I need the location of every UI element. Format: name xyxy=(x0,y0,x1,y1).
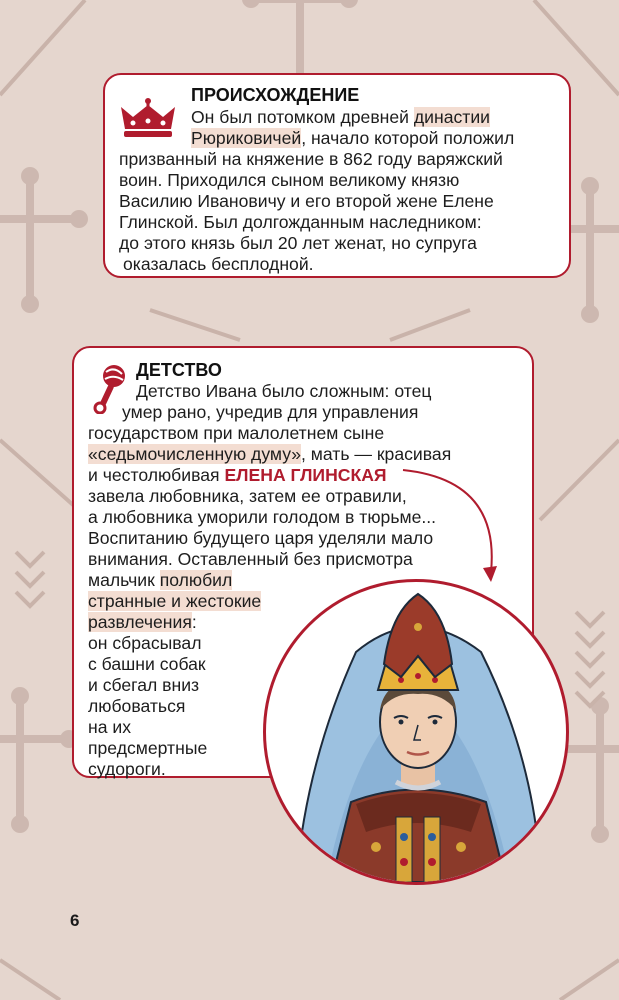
highlighted-term: странные и жестокие xyxy=(88,591,262,611)
text-line xyxy=(88,633,201,654)
page-number: 6 xyxy=(70,911,80,930)
text-span: с башни собак xyxy=(88,654,206,674)
text-span: до этого князь был 20 лет женат, но супруга xyxy=(119,233,477,253)
text-line xyxy=(119,149,503,170)
text-span: предсмертные xyxy=(88,738,208,758)
text-span: Василию Ивановичу и его второй жене Елене xyxy=(119,191,494,211)
text-line xyxy=(88,759,166,780)
text-line xyxy=(88,465,387,486)
text-span: а любовника уморили голодом в тюрьме... xyxy=(88,507,437,527)
text-line xyxy=(88,612,197,633)
highlighted-term: развлечения xyxy=(88,612,192,632)
text-span: завела любовника, затем ее отравили, xyxy=(88,486,407,506)
childhood-title: ДЕТСТВО xyxy=(136,360,222,380)
text-line xyxy=(191,107,490,128)
highlighted-term: династии xyxy=(413,107,491,127)
text-line xyxy=(88,675,199,696)
elena-glinskaya-portrait xyxy=(263,579,569,885)
text-span: на их xyxy=(88,717,132,737)
text-span: внимания. Оставленный без присмотра xyxy=(88,549,413,569)
text-span: судороги. xyxy=(88,759,166,779)
text-line xyxy=(119,212,482,233)
text-line xyxy=(88,549,413,570)
origin-card xyxy=(103,73,571,278)
text-span: : xyxy=(191,612,197,632)
text-span: Воспитанию будущего царя уделяли мало xyxy=(88,528,434,548)
text-line xyxy=(119,191,494,212)
text-line xyxy=(88,738,207,759)
text-line xyxy=(88,696,185,717)
text-line xyxy=(136,381,431,402)
text-span: Он был потомком древней xyxy=(191,107,414,127)
origin-title: ПРОИСХОЖДЕНИЕ xyxy=(191,85,360,105)
arrow-icon xyxy=(395,460,505,590)
highlighted-term: «седьмочисленную думу» xyxy=(88,444,301,464)
text-span: Детство Ивана было сложным: отец xyxy=(136,381,432,401)
text-span: воин. Приходился сыном великому князю xyxy=(119,170,460,190)
text-line xyxy=(88,528,433,549)
text-line xyxy=(88,423,384,444)
text-line xyxy=(123,254,314,275)
text-line xyxy=(122,402,418,423)
text-span: он сбрасывал xyxy=(88,633,202,653)
text-line xyxy=(88,717,131,738)
text-line xyxy=(119,233,477,254)
text-line xyxy=(191,128,514,149)
text-line xyxy=(88,591,261,612)
text-span: , мать — красивая xyxy=(301,444,452,464)
text-span: и сбегал вниз xyxy=(88,675,200,695)
text-span: любоваться xyxy=(88,696,186,716)
text-span: Глинской. Был долгожданным наследником: xyxy=(119,212,482,232)
text-line xyxy=(88,654,206,675)
text-line xyxy=(88,570,232,591)
text-span: и честолюбивая xyxy=(88,465,225,485)
text-span: государством при малолетнем сыне xyxy=(88,423,385,443)
text-line xyxy=(119,170,459,191)
text-span: мальчик xyxy=(88,570,160,590)
text-line xyxy=(88,507,436,528)
portrait-illustration xyxy=(266,582,566,882)
text-span: оказалась бесплодной. xyxy=(123,254,314,274)
text-line xyxy=(88,486,407,507)
text-span: , начало которой положил xyxy=(301,128,515,148)
text-span: призванный на княжение в 862 году варяжский xyxy=(119,149,503,169)
highlighted-term: полюбил xyxy=(159,570,233,590)
crown-icon xyxy=(119,97,177,139)
text-span: умер рано, учредив для управления xyxy=(122,402,419,422)
highlighted-term: Рюриковичей xyxy=(191,128,302,148)
person-name: ЕЛЕНА ГЛИНСКАЯ xyxy=(224,465,387,485)
